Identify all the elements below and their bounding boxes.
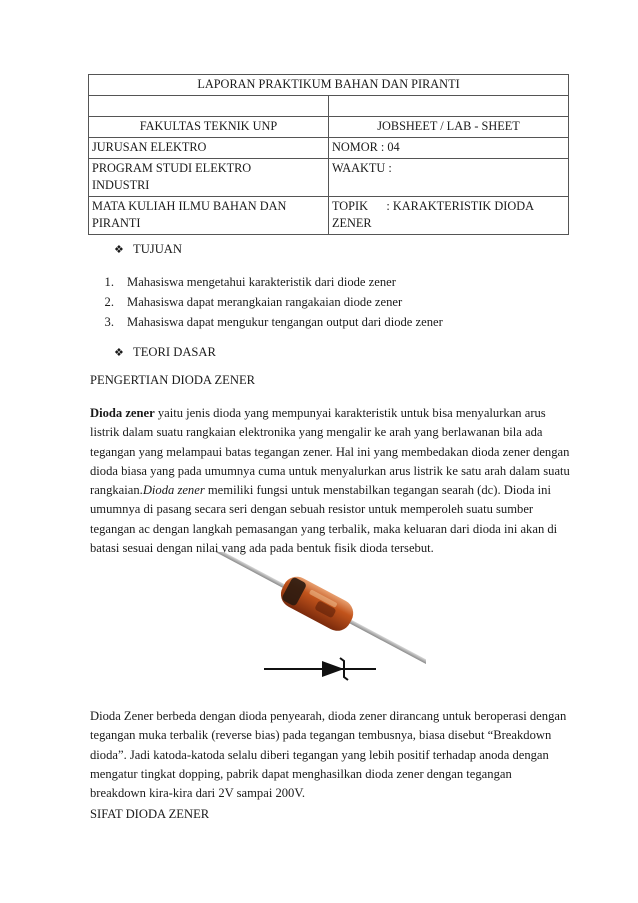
list-item-number: 3. — [104, 315, 114, 329]
blank-cell-left — [89, 96, 329, 117]
teori-heading-text: TEORI DASAR — [133, 345, 216, 359]
list-item — [90, 272, 443, 292]
list-item-text: Mahasiswa dapat merangkaian rangakaian diode zener — [127, 295, 403, 309]
list-item-text: Mahasiswa dapat mengukur tengangan output dari diode zener — [127, 315, 443, 329]
blank-cell-right — [329, 96, 569, 117]
prodi-cell — [89, 159, 329, 197]
matkul-line-1: MATA KULIAH ILMU BAHAN DAN — [92, 199, 287, 213]
list-item-number: 1. — [104, 275, 114, 289]
list-item — [90, 292, 443, 312]
prodi-line-1: PROGRAM STUDI ELEKTRO — [92, 161, 252, 175]
paragraph-breakdown: Dioda Zener berbeda dengan dioda penyearah, dioda zener dirancang untuk beroperasi dengan tegangan muka terbalik (reverse bias) pada tegangan tembusnya, biasa disebut “Breakdown dioda”. Jadi katoda-katoda selalu diberi tegangan yang lebih positif terhadap anoda dengan mengatur tingkat dopping, pabrik dapat menghasilkan dioda zener dengan tegangan breakdown kira-kira dari 2V sampai 200V. — [90, 709, 567, 801]
nomor-cell: NOMOR : 04 — [329, 138, 569, 159]
header-table — [88, 74, 569, 235]
diamond-bullet-icon: ❖ — [114, 244, 124, 256]
topik-cell — [329, 197, 569, 235]
paragraph-text: yaitu jenis dioda yang mempunyai karakteristik untuk bisa menyalurkan arus listrik dalam suatu rangkaian elektronika yang mengalir ke arah yang berlawanan bila ada tegangan yang melampaui batas tegangan zener. Hal ini yang membedakan dioda zener dengan dioda biasa yang pada umumnya cuma untuk menyalurkan arus listrik ke satu arah dalam suatu rangkaian. — [90, 406, 570, 498]
list-item-text: Mahasiswa mengetahui karakteristik dari diode zener — [127, 275, 396, 289]
diamond-bullet-icon: ❖ — [114, 347, 124, 359]
report-title: LAPORAN PRAKTIKUM BAHAN DAN PIRANTI — [89, 75, 569, 96]
tujuan-heading-text: TUJUAN — [133, 242, 182, 256]
sifat-heading: SIFAT DIODA ZENER — [90, 807, 210, 821]
waktu-cell: WAAKTU : — [329, 159, 569, 197]
topik-line-1: TOPIK : KARAKTERISTIK DIODA — [332, 199, 534, 213]
paragraph-definition — [90, 404, 570, 558]
jobsheet-cell: JOBSHEET / LAB - SHEET — [329, 117, 569, 138]
list-item — [90, 312, 443, 332]
italic-term: Dioda zener — [142, 483, 205, 498]
jurusan-cell: JURUSAN ELEKTRO — [89, 138, 329, 159]
zener-diode-image — [216, 552, 426, 682]
zener-diode-photo — [216, 552, 426, 682]
faculty-cell: FAKULTAS TEKNIK UNP — [89, 117, 329, 138]
teori-heading — [114, 345, 216, 360]
bold-term: Dioda zener — [90, 406, 155, 420]
pengertian-heading: PENGERTIAN DIODA ZENER — [90, 373, 256, 387]
matkul-cell — [89, 197, 329, 235]
paragraph-text: memiliki fungsi untuk menstabilkan tegangan searah (dc). Dioda ini umumnya di pasang secara seri dengan sebuah resistor untuk memperoleh suatu sumber tegangan ac dengan langkah pemasangan yang terbalik, maka keluaran dari dioda ini akan di batasi sesuai dengan nilai yang ada pada bentuk fisik dioda tersebut. — [90, 483, 558, 556]
matkul-line-2: PIRANTI — [92, 216, 141, 230]
list-item-number: 2. — [104, 295, 114, 309]
prodi-line-2: INDUSTRI — [92, 178, 150, 192]
tujuan-list — [90, 272, 443, 332]
zener-diode-symbol-icon — [264, 658, 376, 680]
topik-line-2: ZENER — [332, 216, 372, 230]
tujuan-heading — [114, 242, 182, 257]
